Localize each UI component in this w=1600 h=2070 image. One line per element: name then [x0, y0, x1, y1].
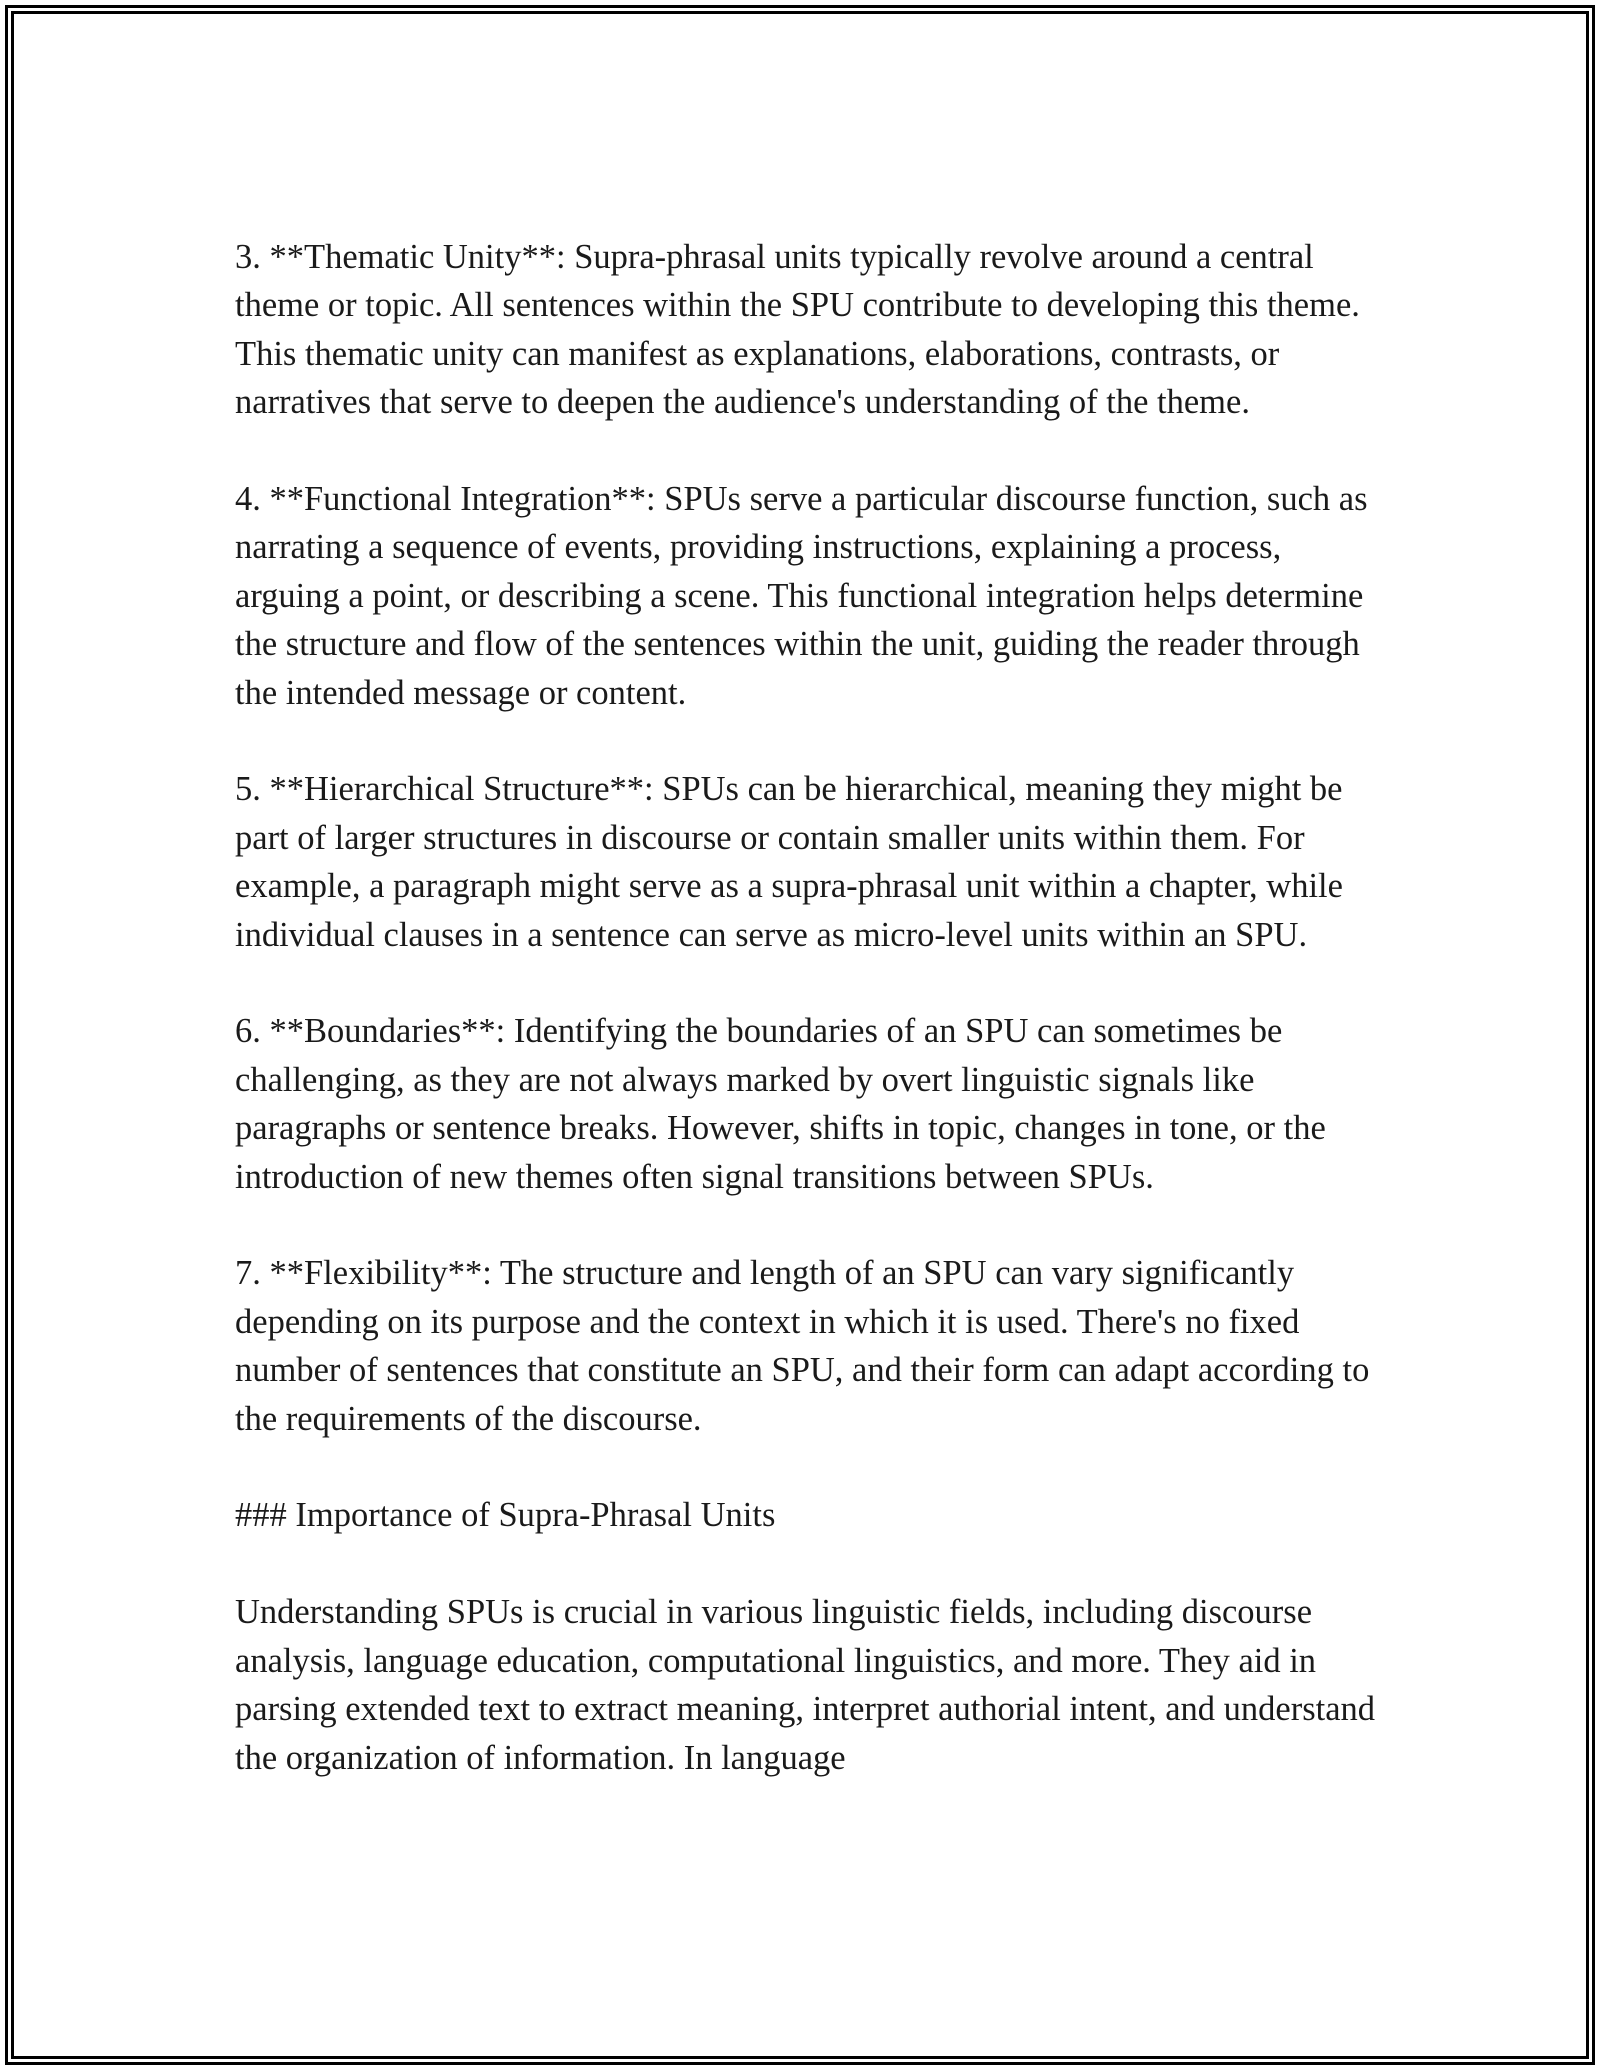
- paragraph-hierarchical-structure: 5. **Hierarchical Structure**: SPUs can be hierarchical, meaning they might be part of larger structures in discourse or contain smaller units within them. For example, a paragraph might serve as a supra-phrasal unit within a chapter, while individual clauses in a sentence can serve as micro-level units within an SPU.: [235, 770, 1343, 954]
- paragraph-flexibility: 7. **Flexibility**: The structure and length of an SPU can vary significantly depending on its purpose and the context in which it is used. There's no fixed number of sentences that constitute an SPU, and their form can adapt according to the requirements of the discourse.: [235, 1254, 1370, 1438]
- section-heading-importance: ### Importance of Supra-Phrasal Units: [235, 1496, 776, 1535]
- paragraph-boundaries: 6. **Boundaries**: Identifying the boundaries of an SPU can sometimes be challenging, as they are not always marked by overt linguistic signals like paragraphs or sentence breaks. However, shifts in topic, changes in tone, or the introduction of new themes often signal transitions between SPUs.: [235, 1012, 1326, 1196]
- paragraph-understanding-spus: Understanding SPUs is crucial in various linguistic fields, including discourse analysis, language education, computational linguistics, and more. They aid in parsing extended text to extract meaning, interpret authorial intent, and understand the organization of information. In language: [235, 1593, 1376, 1777]
- paragraph-thematic-unity: 3. **Thematic Unity**: Supra-phrasal units typically revolve around a central theme or topic. All sentences within the SPU contribute to developing this theme. This thematic unity can manifest as explanations, elaborations, contrasts, or narratives that serve to deepen the audience's understanding of the theme.: [235, 238, 1360, 422]
- document-body: [235, 233, 1385, 1782]
- paragraph-functional-integration: 4. **Functional Integration**: SPUs serve a particular discourse function, such as narrating a sequence of events, providing instructions, explaining a process, arguing a point, or describing a scene. This functional integration helps determine the structure and flow of the sentences within the unit, guiding the reader through the intended message or content.: [235, 480, 1368, 712]
